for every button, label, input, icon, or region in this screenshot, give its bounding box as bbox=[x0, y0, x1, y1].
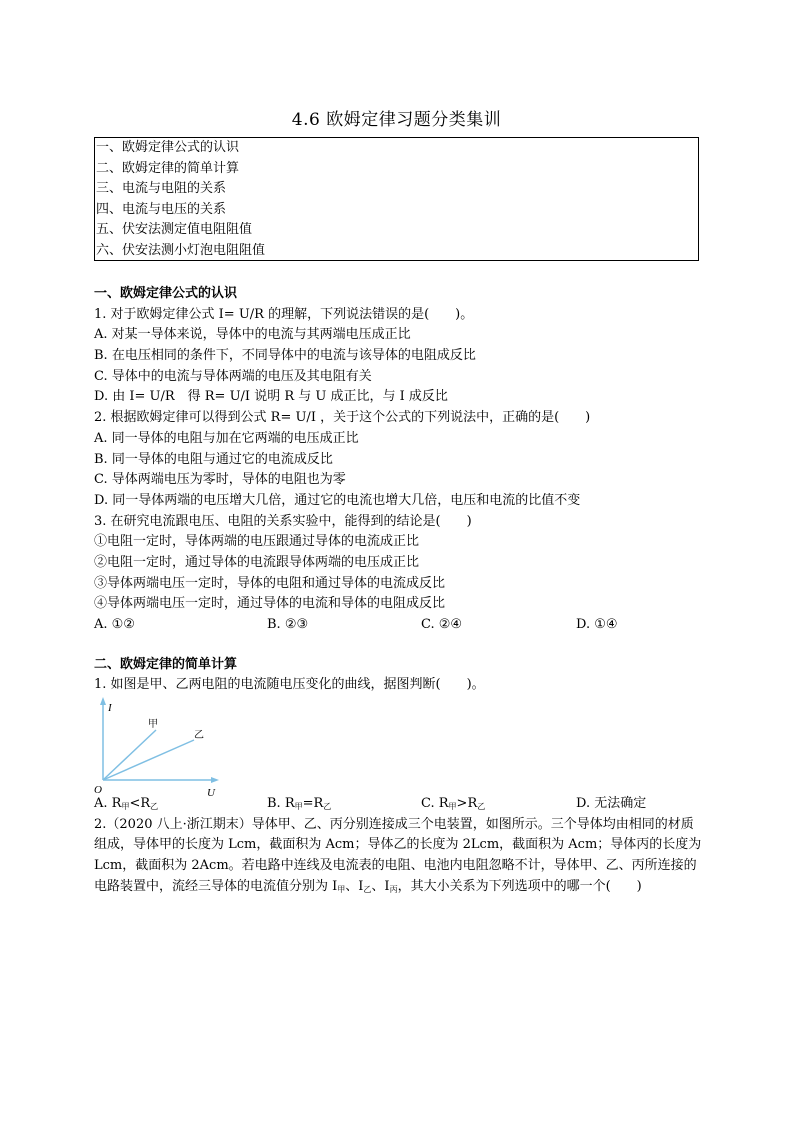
question-paragraph bbox=[94, 815, 704, 901]
subscript: 丙 bbox=[389, 884, 398, 894]
toc-item: 二、欧姆定律的简单计算 bbox=[96, 160, 240, 176]
question-option: C. 导体两端电压为零时，导体的电阻也为零 bbox=[94, 472, 346, 488]
option-text: =R bbox=[302, 796, 324, 812]
line-yi bbox=[103, 740, 194, 780]
option-text: B. R bbox=[267, 796, 295, 812]
spacer bbox=[94, 636, 704, 655]
option-c: C. ②④ bbox=[421, 617, 463, 632]
question-stem: 1. 如图是甲、乙两电阻的电流随电压变化的曲线，据图判断( )。 bbox=[94, 677, 485, 693]
subscript: 乙 bbox=[150, 802, 159, 812]
line-yi-label: 乙 bbox=[194, 730, 204, 742]
subscript: 甲 bbox=[337, 884, 346, 894]
subscript: 乙 bbox=[363, 884, 372, 894]
iu-graph bbox=[94, 696, 224, 800]
option-b bbox=[267, 794, 331, 818]
option-text: A. R bbox=[94, 796, 122, 812]
option-text: D. 无法确定 bbox=[576, 796, 647, 812]
iu-graph-svg bbox=[94, 696, 224, 800]
toc-item: 三、电流与电阻的关系 bbox=[96, 181, 227, 197]
option-b: B. ②③ bbox=[267, 617, 309, 632]
question-text: 2.（2020 八上·浙江期末）导体甲、乙、丙分别连接成三个电装置，如图所示。三个导体均由相同的材质组成，导体甲的长度为 Lcm，截面积为 Acm；导体乙的长度为 2Lcm，截面积为 Acm；导体丙的长度为 Lcm，截面积为 2Acm。若电路中连线及电流表的电阻、电池内电阻忽略不计，导体甲、乙、丙所连接的电路装置中，流经三导体的电流值分别为 I bbox=[94, 816, 702, 894]
subscript: 甲 bbox=[448, 802, 457, 812]
line-jia-label: 甲 bbox=[148, 719, 158, 731]
subscript: 甲 bbox=[121, 802, 130, 812]
option-a: A. ①② bbox=[94, 617, 135, 632]
question-text: ，其大小关系为下列选项中的哪一个( ) bbox=[397, 878, 642, 894]
toc-item: 五、伏安法测定值电阻阻值 bbox=[96, 222, 253, 238]
question-stem: 2. 根据欧姆定律可以得到公式 R= U/I ，关于这个公式的下列说法中，正确的是( ) bbox=[94, 410, 591, 426]
question-statement: ③导体两端电压一定时，导体的电阻和通过导体的电流成反比 bbox=[94, 575, 446, 591]
question-option: D. 由 I= U/R 得 R= U/I 说明 R 与 U 成正比，与 I 成反比 bbox=[94, 389, 448, 405]
page-title: 4.6 欧姆定律习题分类集训 bbox=[291, 110, 502, 130]
table-of-contents bbox=[94, 137, 699, 261]
question-stem: 3. 在研究电流跟电压、电阻的关系实验中，能得到的结论是( ) bbox=[94, 513, 472, 529]
x-axis-arrow bbox=[211, 777, 219, 783]
subscript: 甲 bbox=[294, 802, 303, 812]
section-heading: 二、欧姆定律的简单计算 bbox=[94, 656, 238, 672]
toc-item: 四、电流与电压的关系 bbox=[96, 201, 227, 217]
question-stem: 1. 对于欧姆定律公式 I= U/R 的理解，下列说法错误的是( )。 bbox=[94, 306, 474, 322]
question-option: D. 同一导体两端的电压增大几倍，通过它的电流也增大几倍，电压和电流的比值不变 bbox=[94, 492, 581, 508]
option-a bbox=[94, 794, 158, 818]
toc-item: 一、欧姆定律公式的认识 bbox=[96, 140, 240, 155]
question-text: 、I bbox=[345, 878, 364, 894]
subscript: 乙 bbox=[477, 802, 486, 812]
question-statement: ①电阻一定时，导体两端的电压跟通过导体的电流成正比 bbox=[94, 534, 420, 550]
option-text: <R bbox=[129, 796, 151, 812]
subscript: 乙 bbox=[323, 802, 332, 812]
option-d: D. ①④ bbox=[576, 617, 618, 632]
toc-item: 六、伏安法测小灯泡电阻阻值 bbox=[96, 242, 266, 258]
option-text: C. R bbox=[421, 796, 449, 812]
line-jia bbox=[103, 730, 156, 780]
question-option: B. 同一导体的电阻与通过它的电流成反比 bbox=[94, 451, 333, 467]
answer-options bbox=[94, 615, 704, 636]
origin-label: O bbox=[94, 784, 102, 797]
option-d bbox=[576, 794, 646, 815]
option-c bbox=[421, 794, 485, 818]
question-option: A. 对某一导体来说，导体中的电流与其两端电压成正比 bbox=[94, 327, 411, 343]
question-option: A. 同一导体的电阻与加在它两端的电压成正比 bbox=[94, 430, 359, 446]
question-text: 、I bbox=[371, 878, 390, 894]
content bbox=[94, 284, 704, 901]
question-statement: ④导体两端电压一定时，通过导体的电流和导体的电阻成反比 bbox=[94, 596, 446, 612]
question-option: B. 在电压相同的条件下，不同导体中的电流与该导体的电阻成反比 bbox=[94, 348, 476, 364]
answer-options bbox=[94, 794, 704, 815]
option-text: >R bbox=[456, 796, 478, 812]
y-axis-arrow bbox=[100, 697, 106, 705]
y-axis-label: I bbox=[108, 702, 112, 715]
section-heading: 一、欧姆定律公式的认识 bbox=[94, 286, 238, 301]
question-statement: ②电阻一定时，通过导体的电流跟导体两端的电压成正比 bbox=[94, 554, 420, 570]
x-axis-label: U bbox=[207, 787, 215, 800]
question-option: C. 导体中的电流与导体两端的电压及其电阻有关 bbox=[94, 368, 372, 384]
